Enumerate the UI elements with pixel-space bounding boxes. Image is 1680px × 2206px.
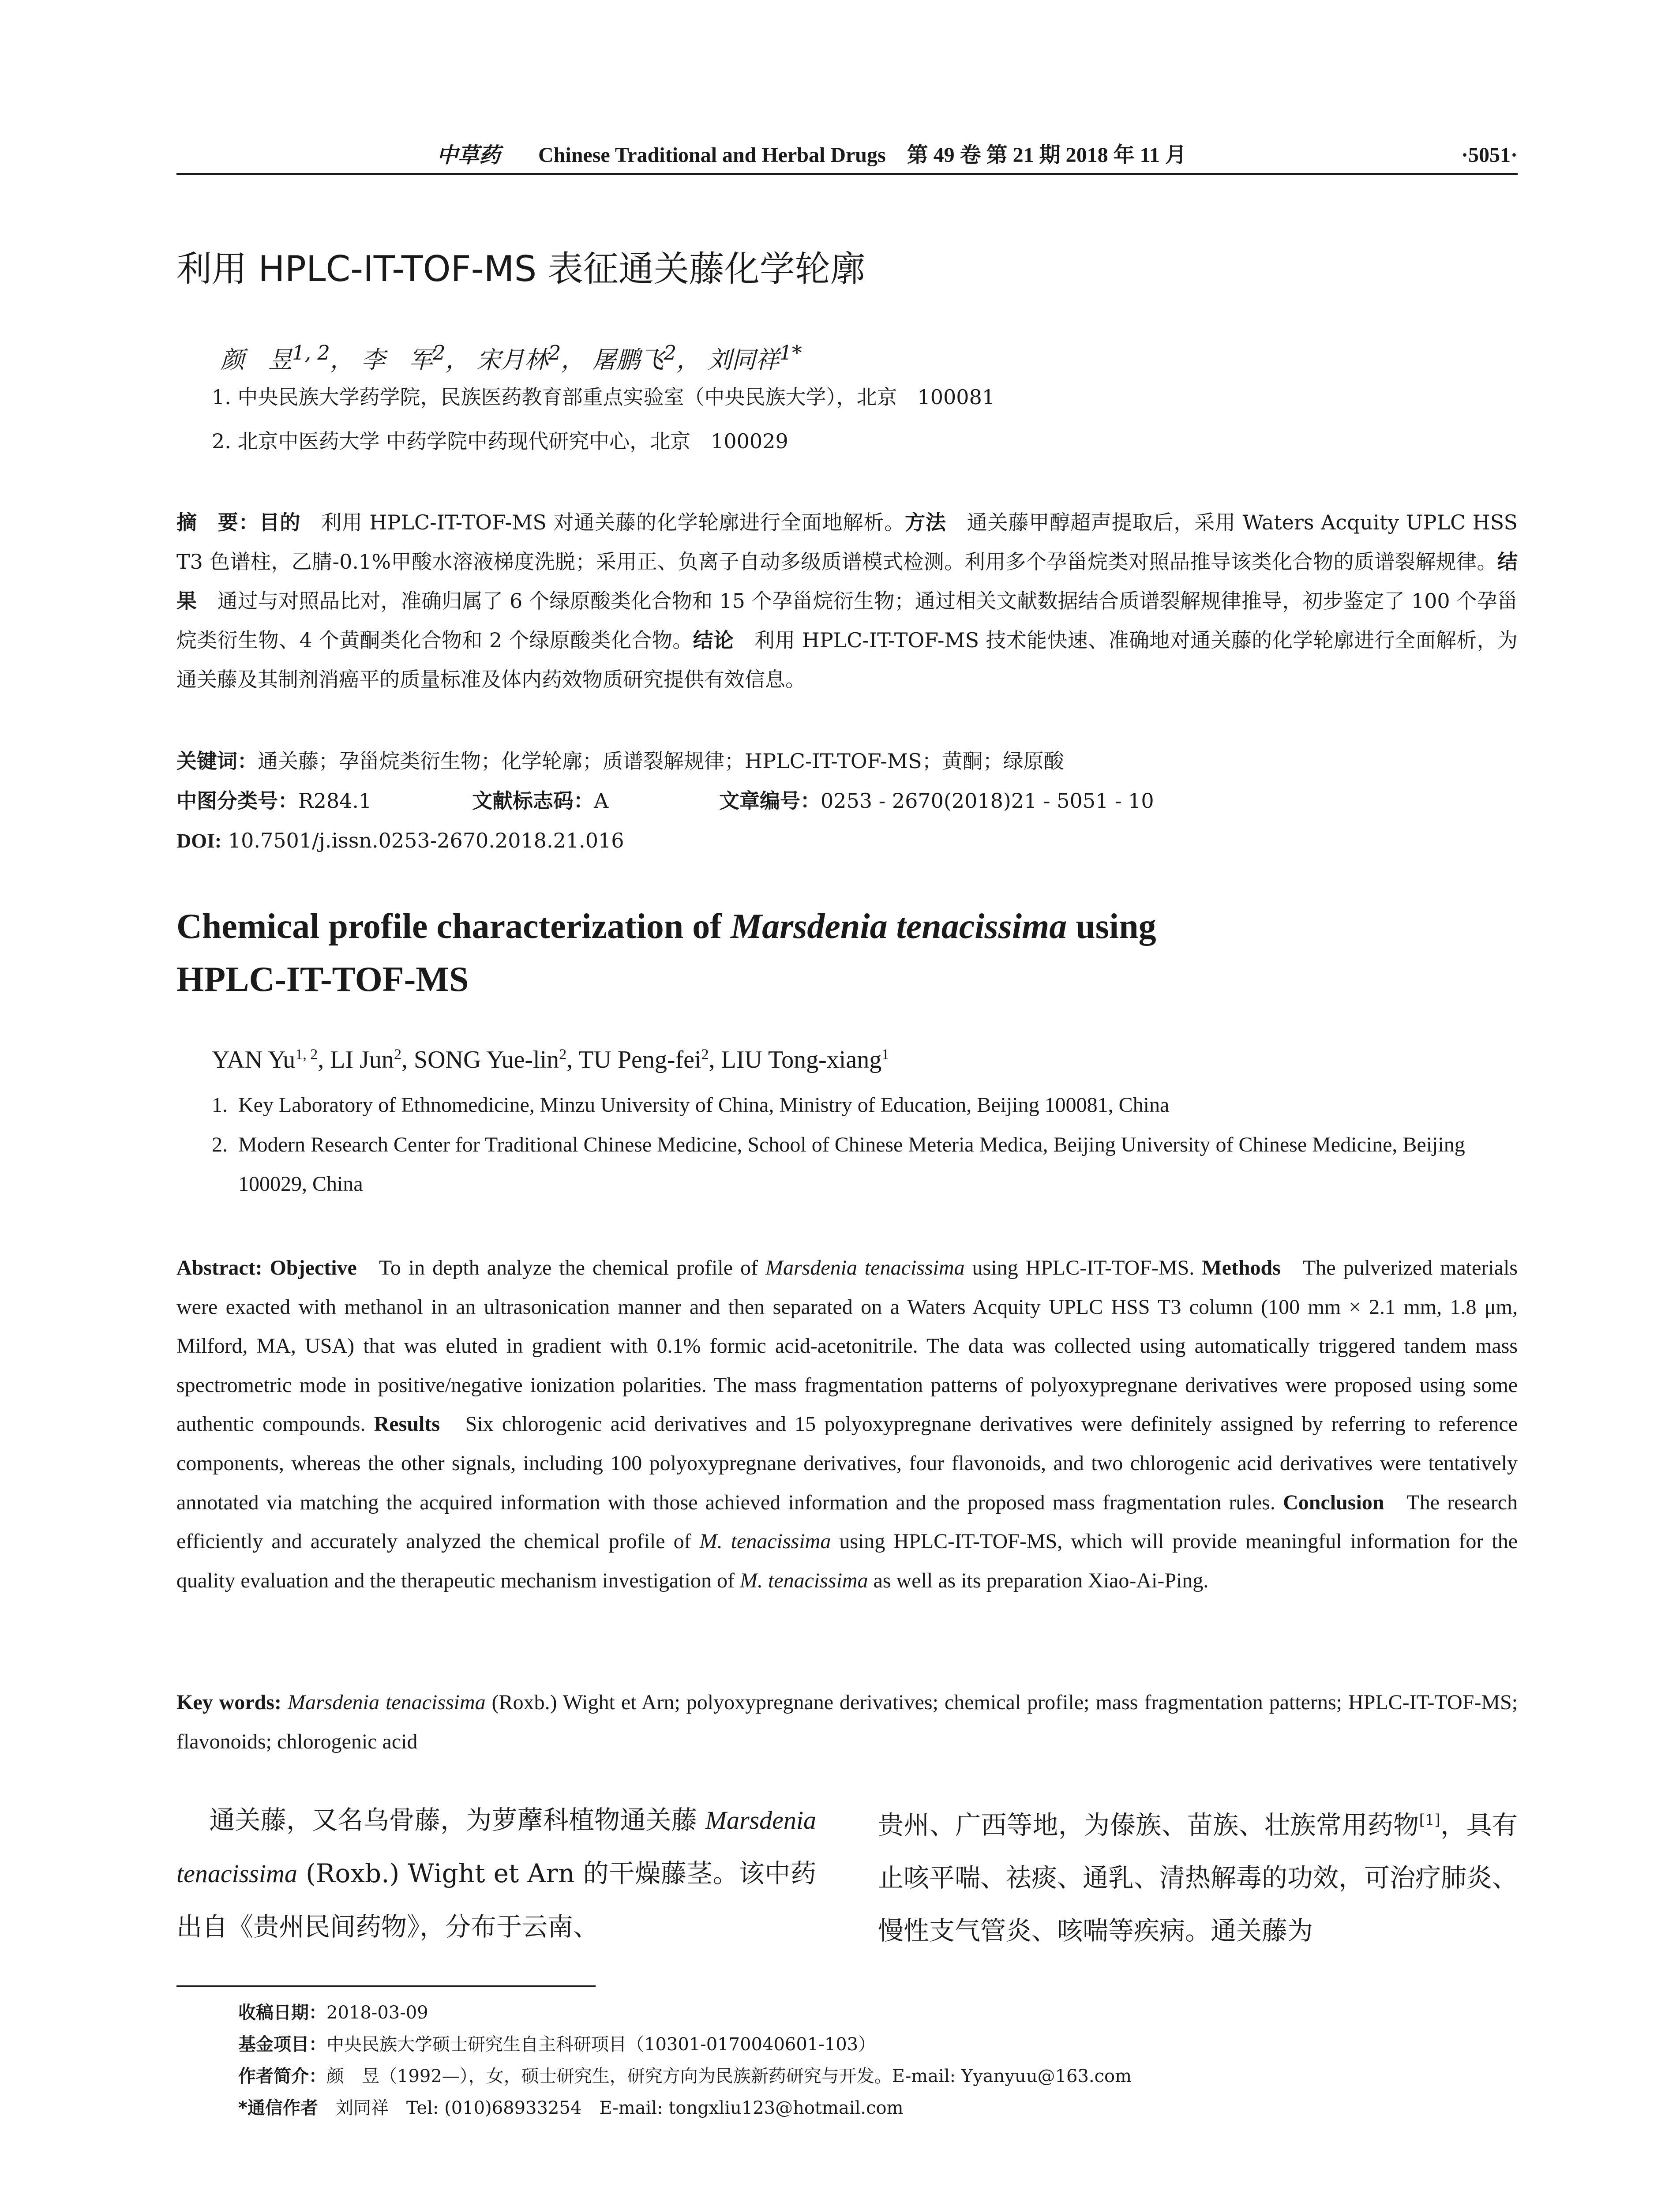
doi-label: DOI: — [176, 829, 222, 852]
cn-author: 颜 昱$^{1, 2}$ — [221, 341, 330, 374]
footnote-received: 收稿日期：2018-03-09 — [238, 2003, 428, 2023]
en-keywords: Key words: Marsdenia tenacissima (Roxb.) Wight et Arn; polyoxypregnane derivatives; chemical profile; mass fragmentation patterns; HPLC-IT-TOF-MS; flavonoids; chlorogenic acid — [176, 1691, 1518, 1753]
cn-keywords-label: 关键词： — [176, 749, 258, 773]
cn-results-text: 通过与对照品比对，准确归属了 6 个绿原酸类化合物和 15 个孕甾烷衍生物；通过相关文献数据结合质谱裂解规律推导，初步鉴定了 100 个孕甾烷类衍生物、4 个黄酮类化合物和 2 个绿原酸类化合物。 — [176, 589, 1518, 652]
en-authors: YAN Yu$^{1, 2}$, LI Jun$^2$, SONG Yue-lin$^2$, TU Peng-fei$^2$, LIU Tong-xiang$^1$ — [212, 1046, 889, 1073]
running-header — [176, 142, 1518, 169]
en-author: YAN Yu$^{1, 2}$ — [212, 1046, 318, 1073]
article-no-value: 0253 - 2670(2018)21 - 5051 - 10 — [821, 789, 1154, 813]
clc-label: 中图分类号： — [176, 789, 298, 813]
clc-value: R284.1 — [298, 789, 372, 813]
citation-ref[interactable]: [1] — [1419, 1811, 1440, 1829]
en-results-text: Six chlorogenic acid derivatives and 15 polyoxypregnane derivatives were definitely assigned by referring to reference components, whereas the other signals, including 100 polyoxypregnane derivatives, four flavonoids, and two chlorogenic acid derivatives were tentatively annotated via matching the acquired information with those achieved information and the proposed mass fragmentation rules. — [176, 1412, 1518, 1514]
body-column-right: 贵州、广西等地，为傣族、苗族、壮族常用药物[1]，具有止咳平喘、祛痰、通乳、清热解毒的功效，可治疗肺炎、慢性支气管炎、咳喘等疾病。通关藤为 — [878, 1810, 1518, 1946]
cn-affiliation-1: 1. 中央民族大学药学院，民族医药教育部重点实验室（中央民族大学），北京 100081 — [212, 385, 995, 409]
footnote-corresponding: *通信作者 刘同祥 Tel: (010)68933254 E-mail: tongxliu123@hotmail.com — [238, 2098, 904, 2118]
en-objective-label: Objective — [270, 1256, 357, 1279]
cn-abstract-label: 摘 要： — [176, 510, 259, 534]
footnote-rule — [176, 1985, 596, 1987]
en-affiliation-1: 1. Key Laboratory of Ethnomedicine, Minzu University of China, Ministry of Education, Beijing 100081, China — [212, 1093, 1170, 1117]
cn-methods-text: 通关藤甲醇超声提取后，采用 Waters Acquity UPLC HSS T3 色谱柱，乙腈-0.1%甲酸水溶液梯度洗脱；采用正、负离子自动多级质谱模式检测。利用多个孕甾烷类对照品推导该类化合物的质谱裂解规律。 — [176, 510, 1518, 574]
en-abstract-label: Abstract: — [176, 1256, 262, 1279]
en-author: LIU Tong-xiang$^1$ — [721, 1046, 889, 1073]
footnote-author: 作者简介：颜 昱（1992—），女，硕士研究生，研究方向为民族新药研究与开发。E-mail: Yyanyuu@163.com — [238, 2066, 1132, 2086]
doc-code-label: 文献标志码： — [472, 789, 594, 813]
cn-author: 宋月林$^2$ — [476, 341, 561, 374]
en-results-label: Results — [374, 1412, 440, 1436]
en-keywords-label: Key words: — [176, 1691, 281, 1714]
cn-doi — [176, 823, 624, 859]
en-author: TU Peng-fei$^2$ — [578, 1046, 709, 1073]
cn-title: 利用 HPLC-IT-TOF-MS 表征通关藤化学轮廓 — [176, 248, 866, 289]
cn-author: 屠鹏飞$^2$ — [592, 341, 677, 374]
article-no-label: 文章编号： — [719, 789, 821, 813]
cn-classification — [176, 783, 1518, 818]
cn-author: 刘同祥$^{1*}$ — [708, 341, 802, 374]
cn-results-label: 结果 — [176, 550, 1518, 613]
cn-conclusion-label: 结论 — [693, 628, 734, 652]
en-conclusion-label: Conclusion — [1283, 1490, 1384, 1514]
en-abstract: Abstract: Objective To in depth analyze the chemical profile of Marsdenia tenacissima using HPLC-IT-TOF-MS. Methods The pulverized materials were exacted with methanol in an ultrasonication manner and then separated on a Waters Acquity UPLC HSS T3 column (100 mm × 2.1 mm, 1.8 μm, Milford, MA, USA) that was eluted in gradient with 0.1% formic acid-acetonitrile. The data was collected using automatically triggered tandem mass spectrometric mode in positive/negative ionization polarities. The mass fragmentation patterns of polyoxypregnane derivatives were proposed using some authentic compounds. Results Six chlorogenic acid derivatives and 15 polyoxypregnane derivatives were definitely assigned by referring to reference components, whereas the other signals, including 100 polyoxypregnane derivatives, four flavonoids, and two chlorogenic acid derivatives were tentatively annotated via matching the acquired information with those achieved information and the proposed mass fragmentation rules. Conclusion The research efficiently and accurately analyzed the chemical profile of M. tenacissima using HPLC-IT-TOF-MS, which will provide meaningful information for the quality evaluation and the therapeutic mechanism investigation of M. tenacissima as well as its preparation Xiao-Ai-Ping. — [176, 1256, 1518, 1592]
cn-affiliation-2: 2. 北京中医药大学 中药学院中药现代研究中心，北京 100029 — [212, 429, 788, 453]
cn-keywords — [176, 743, 1064, 779]
body-column-left: 通关藤，又名乌骨藤，为萝藦科植物通关藤 Marsdenia tenacissima (Roxb.) Wight et Arn 的干燥藤茎。该中药出自《贵州民间药物》，分布于云南、 — [176, 1805, 816, 1942]
cn-objective-label: 目的 — [259, 510, 301, 534]
en-methods-label: Methods — [1202, 1256, 1281, 1279]
en-methods-text: The pulverized materials were exacted with methanol in an ultrasonication manner and then separated on a Waters Acquity UPLC HSS T3 column (100 mm × 2.1 mm, 1.8 μm, Milford, MA, USA) that was eluted in gradient with 0.1% formic acid-acetonitrile. The data was collected using automatically triggered tandem mass spectrometric mode in positive/negative ionization polarities. The mass fragmentation patterns of polyoxypregnane derivatives were proposed using some authentic compounds. — [176, 1256, 1518, 1436]
footnote-fund: 基金项目：中央民族大学硕士研究生自主科研项目（10301-0170040601-103） — [238, 2034, 876, 2055]
cn-author: 李 军$^2$ — [361, 341, 446, 374]
journal-mark: 中草药 — [437, 143, 501, 168]
cn-objective-text: 利用 HPLC-IT-TOF-MS 对通关藤的化学轮廓进行全面地解析。 — [321, 510, 905, 534]
header-rule — [176, 173, 1518, 175]
doi-value: 10.7501/j.issn.0253-2670.2018.21.016 — [228, 829, 624, 852]
en-author: LI Jun$^2$ — [330, 1046, 401, 1073]
cn-abstract — [176, 503, 1518, 699]
doc-code-value: A — [594, 789, 609, 813]
cn-authors: 颜 昱$^{1, 2}$， 李 军$^2$， 宋月林$^2$， 屠鹏飞$^2$， 刘同祥$^{1*}$ — [221, 341, 802, 374]
page-number: ·5051· — [1461, 143, 1518, 167]
journal-info: Chinese Traditional and Herbal Drugs 第 49 卷 第 21 期 2018 年 11 月 — [538, 143, 1187, 167]
cn-conclusion-text: 利用 HPLC-IT-TOF-MS 技术能快速、准确地对通关藤的化学轮廓进行全面解析，为通关藤及其制剂消癌平的质量标准及体内药效物质研究提供有效信息。 — [176, 628, 1518, 691]
en-affiliation-2: 2. Modern Research Center for Traditional Chinese Medicine, School of Chinese Meteria Medica, Beijing University of Chinese Medicine, Beijing 100029, China — [212, 1133, 1465, 1196]
en-author: SONG Yue-lin$^2$ — [413, 1046, 567, 1073]
cn-keywords-text: 通关藤；孕甾烷类衍生物；化学轮廓；质谱裂解规律；HPLC-IT-TOF-MS；黄酮；绿原酸 — [258, 749, 1064, 773]
en-title: Chemical profile characterization of Marsdenia tenacissima using HPLC-IT-TOF-MS — [176, 907, 1156, 999]
cn-methods-label: 方法 — [905, 510, 946, 534]
